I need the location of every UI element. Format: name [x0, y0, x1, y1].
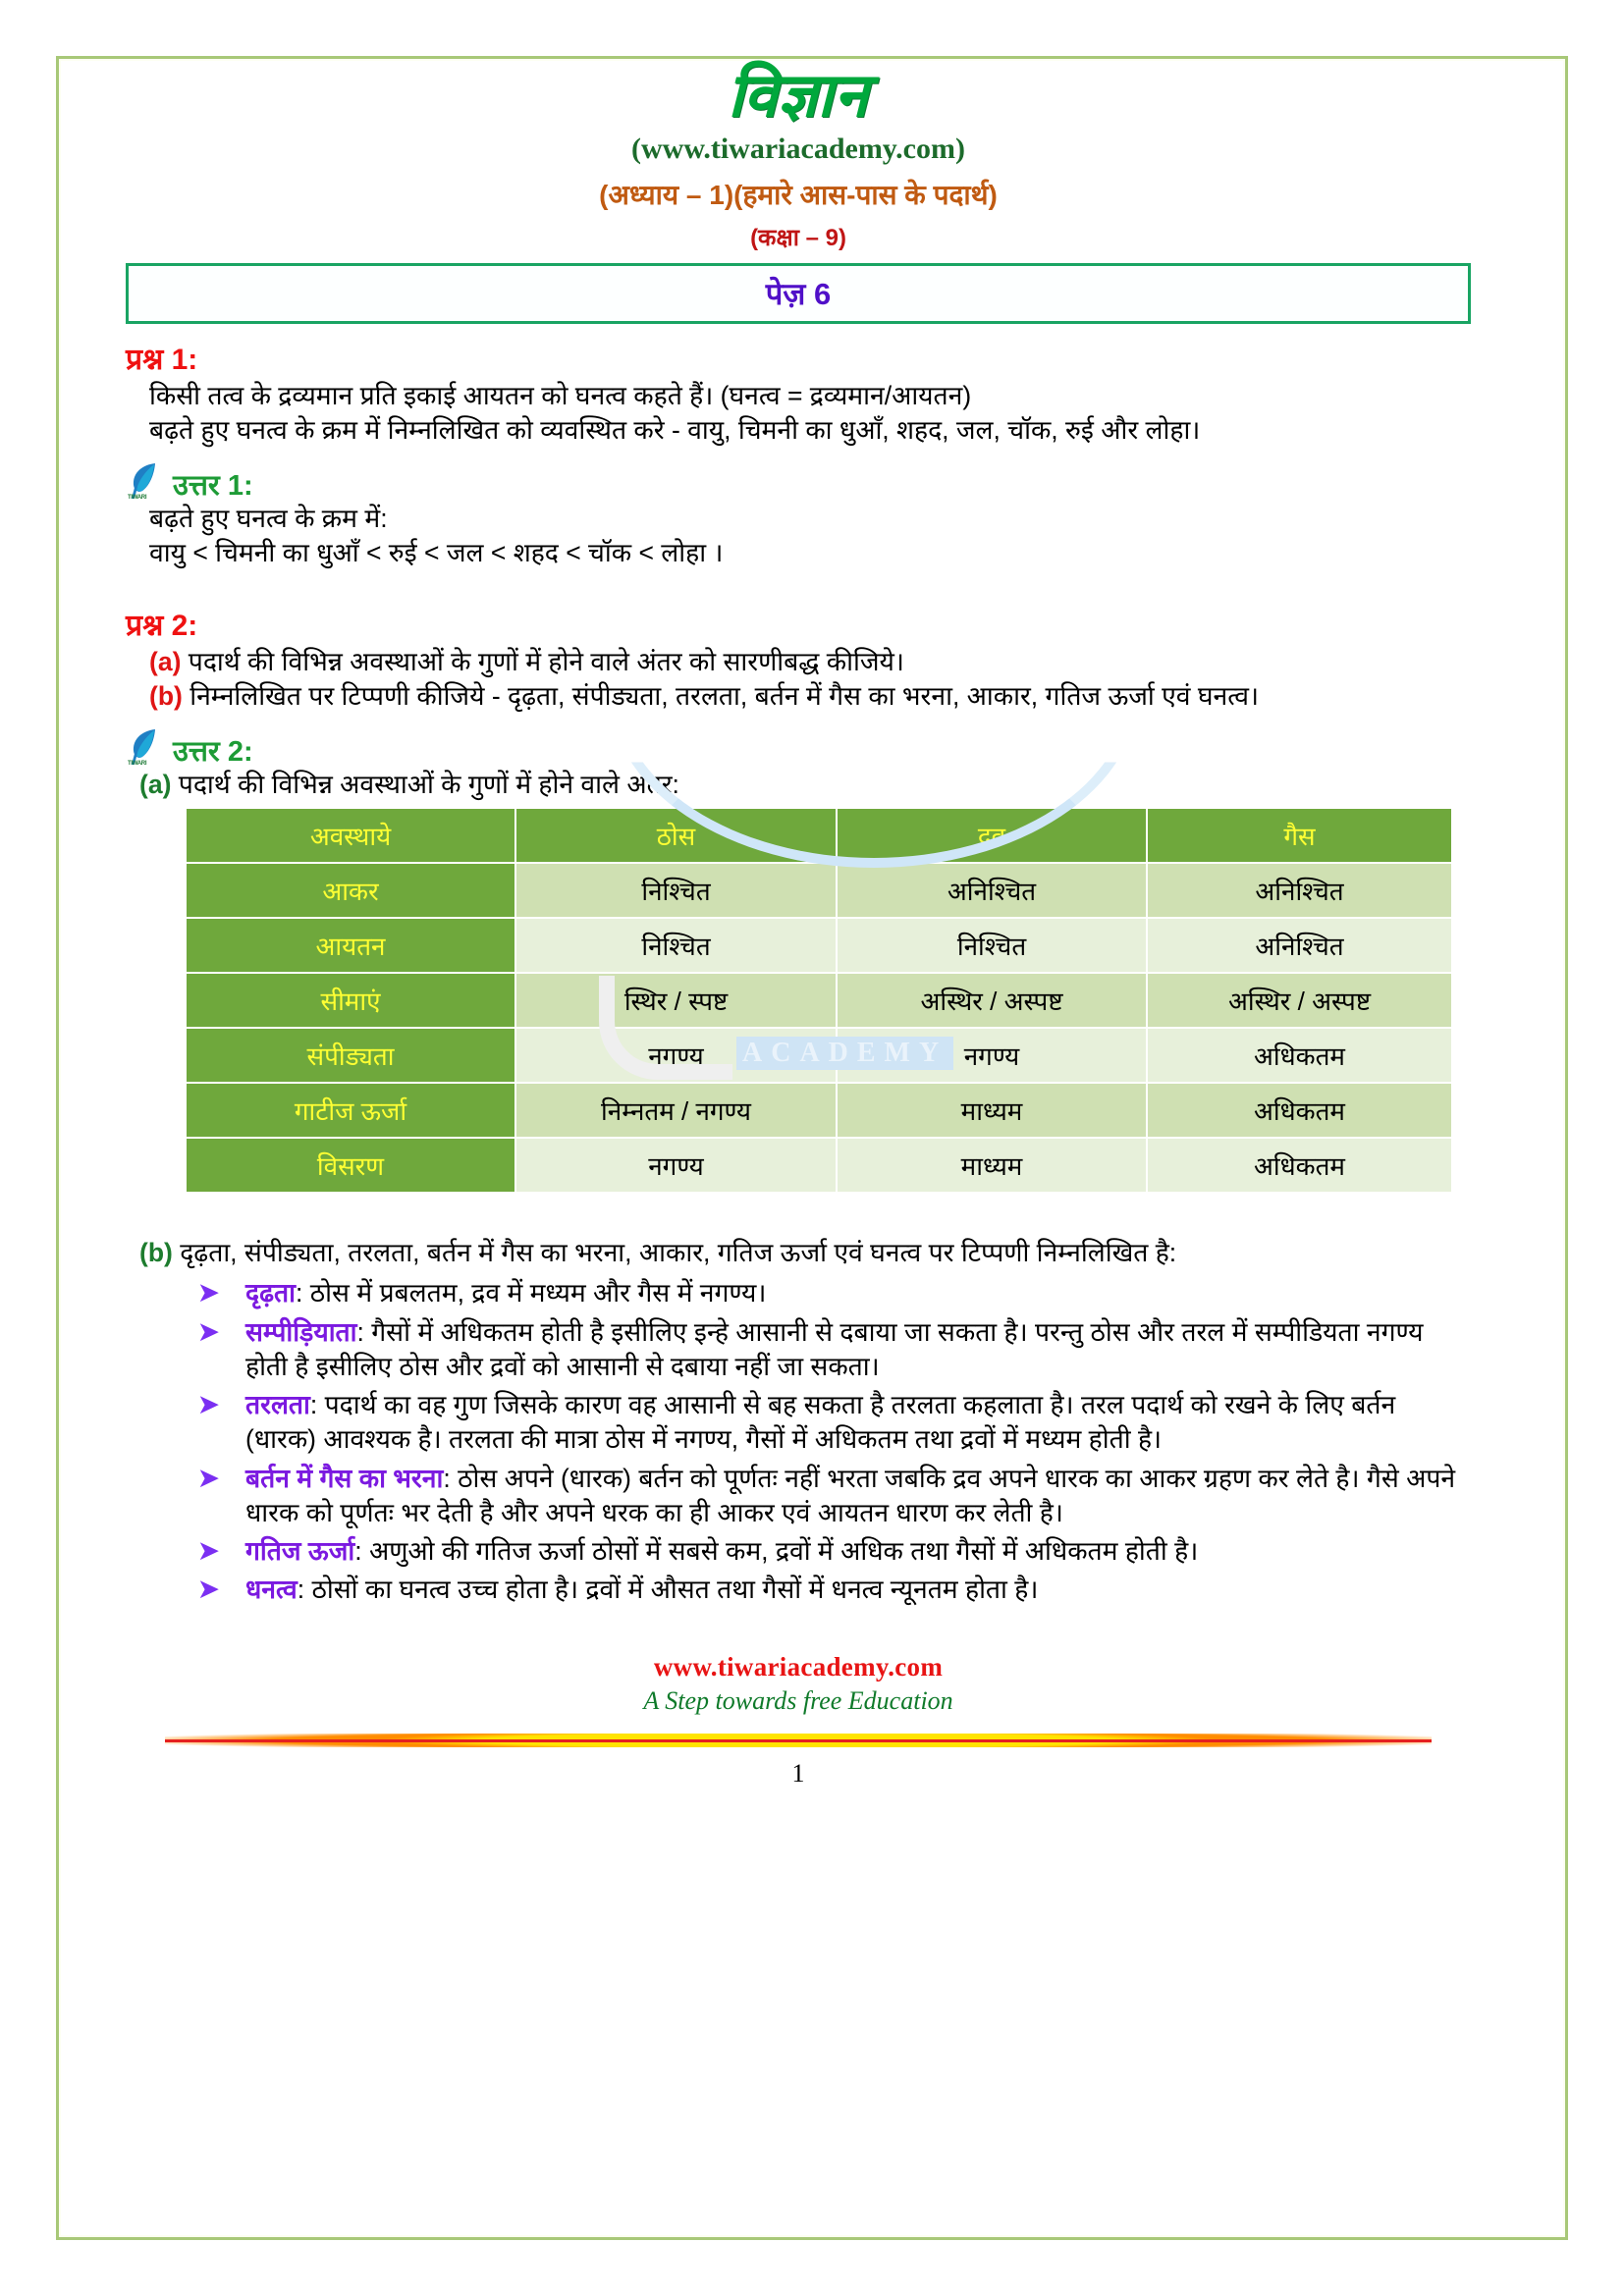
answer-2-part-a-label: (a): [139, 769, 172, 799]
list-item: [194, 1534, 1471, 1569]
table-cell: नगण्य: [516, 1029, 838, 1084]
table-cell: माध्यम: [838, 1084, 1148, 1139]
note-text: : ठोस में प्रबलतम, द्रव में मध्यम और गैस में नगण्य।: [295, 1278, 767, 1308]
question-1-body: [149, 380, 1471, 448]
table-cell: नगण्य: [838, 1029, 1148, 1084]
table-row: [187, 864, 1451, 919]
answer-1-heading: उत्तर 1:: [173, 469, 253, 502]
table-cell: निश्चित: [838, 919, 1148, 974]
table-header-row: [187, 809, 1451, 864]
table-cell: अनिश्चित: [1148, 864, 1451, 919]
table-cell: अस्थिर / अस्पष्ट: [838, 974, 1148, 1029]
question-1-heading: प्रश्न 1:: [126, 344, 198, 377]
footer-divider-line: [165, 1739, 1432, 1742]
answer-2-part-b-text: दृढ़ता, संपीड्यता, तरलता, बर्तन में गैस का भरना, आकार, गतिज ऊर्जा एवं घनत्व पर टिप्पणी निम्नलिखित है:: [180, 1238, 1177, 1268]
question-2-heading: प्रश्न 2:: [126, 609, 198, 642]
question-2-part-a: [149, 646, 1471, 679]
table-cell: निश्चित: [516, 864, 838, 919]
question-2-part-b-text: निम्नलिखित पर टिप्पणी कीजिये - दृढ़ता, संपीड्यता, तरलता, बर्तन में गैस का भरना, आकार, गतिज ऊर्जा एवं घनत्व।: [189, 680, 1260, 711]
list-item: [194, 1462, 1471, 1530]
table-header-cell: अवस्थाये: [187, 809, 516, 864]
page-band-label: पेज़ 6: [765, 277, 832, 312]
table-header-cell: ठोस: [516, 809, 838, 864]
answer-2-part-b: [139, 1237, 1471, 1270]
table-row: [187, 919, 1451, 974]
header-class: (कक्षा – 9): [750, 225, 846, 252]
note-text: : ठोस अपने (धारक) बर्तन को पूर्णतः नहीं भरता जबकि द्रव अपने धारक का आकर ग्रहण कर लेते है। गैसे अपने धारक को पूर्णतः भर देती है और अपने धरक का ही आकर एवं आयतन धारण कर लेती है।: [245, 1463, 1456, 1527]
properties-notes-list: [126, 1276, 1471, 1607]
table-row: [187, 1029, 1451, 1084]
states-table-wrapper: [187, 809, 1471, 1192]
header-website: (www.tiwariacademy.com): [631, 133, 965, 166]
table-cell: अधिकतम: [1148, 1084, 1451, 1139]
feather-icon-caption: TIWARI: [128, 760, 147, 767]
table-cell: अधिकतम: [1148, 1029, 1451, 1084]
arrow-bullet-icon: ➤: [198, 1536, 219, 1565]
list-item: [194, 1276, 1471, 1310]
document-title: विज्ञान: [728, 63, 869, 130]
question-1-line-2: बढ़ते हुए घनत्व के क्रम में निम्नलिखित को व्यवस्थित करे - वायु, चिमनी का धुआँ, शहद, जल, चॉक, रुई और लोहा।: [149, 415, 1201, 445]
answer-1-heading-row: [126, 459, 1471, 501]
footer-divider: [165, 1734, 1432, 1747]
list-item: [194, 1315, 1471, 1384]
table-row: [187, 974, 1451, 1029]
table-cell: माध्यम: [838, 1139, 1148, 1192]
arrow-bullet-icon: ➤: [198, 1464, 219, 1492]
list-item: [194, 1388, 1471, 1457]
page-content: [126, 59, 1471, 1789]
table-header-cell: गैस: [1148, 809, 1451, 864]
table-row-header: गाटीज ऊर्जा: [187, 1084, 516, 1139]
footer-tagline: A Step towards free Education: [643, 1686, 953, 1716]
page-band: [126, 263, 1471, 324]
note-text: : गैसों में अधिकतम होती है इसीलिए इन्हे आसानी से दबाया जा सकता है। परन्तु ठोस और तरल में सम्पीडियता नगण्य होती है इसीलिए ठोस और द्रवों को आसानी से दबाया नहीं जा सकता।: [245, 1316, 1424, 1381]
arrow-bullet-icon: ➤: [198, 1391, 219, 1419]
table-cell: अस्थिर / अस्पष्ट: [1148, 974, 1451, 1029]
answer-1-line-1: बढ़ते हुए घनत्व के क्रम में:: [149, 503, 388, 533]
footer-website[interactable]: www.tiwariacademy.com: [653, 1652, 944, 1682]
arrow-bullet-icon: ➤: [198, 1279, 219, 1308]
table-row: [187, 1139, 1451, 1192]
note-text: : पदार्थ का वह गुण जिसके कारण वह आसानी से बह सकता है तरलता कहलाता है। तरल पदार्थ को रखने के लिए बर्तन (धारक) आवश्यक है। तरलता की मात्रा ठोस में नगण्य, गैसों में अधिकतम तथा द्रवों में मध्यम होती है।: [245, 1390, 1396, 1455]
answer-2-part-a-text: पदार्थ की विभिन्न अवस्थाओं के गुणों में होने वाले अंतर:: [178, 769, 679, 799]
table-cell: नगण्य: [516, 1139, 838, 1192]
answer-1-body: [149, 503, 1471, 570]
table-header-cell: द्रव: [838, 809, 1148, 864]
note-term: तरलता: [245, 1390, 310, 1420]
answer-2-heading: उत्तर 2:: [173, 735, 253, 768]
note-term: दृढ़ता: [245, 1278, 296, 1308]
document-header: [126, 65, 1471, 253]
question-2-part-a-label: (a): [149, 646, 182, 676]
page-number: 1: [791, 1759, 805, 1789]
arrow-bullet-icon: ➤: [198, 1575, 219, 1604]
question-2-part-b-label: (b): [149, 680, 183, 711]
question-1-line-1: किसी तत्व के द्रव्यमान प्रति इकाई आयतन को घनत्व कहते हैं। (घनत्व = द्रव्यमान/आयतन): [149, 381, 972, 411]
question-2-body: [149, 646, 1471, 714]
note-term: गतिज ऊर्जा: [245, 1535, 355, 1566]
question-2-part-a-text: पदार्थ की विभिन्न अवस्थाओं के गुणों में होने वाले अंतर को सारणीबद्ध कीजिये।: [188, 646, 904, 676]
answer-1-line-2: वायु < चिमनी का धुआँ < रुई < जल < शहद < चॉक < लोहा ।: [149, 537, 724, 567]
table-cell: स्थिर / स्पष्ट: [516, 974, 838, 1029]
feather-icon: [126, 725, 165, 767]
header-chapter: (अध्याय – 1)(हमारे आस-पास के पदार्थ): [599, 180, 998, 211]
question-2-block: [126, 604, 1471, 1608]
table-row-header: आकर: [187, 864, 516, 919]
arrow-bullet-icon: ➤: [198, 1317, 219, 1346]
table-cell: अनिश्चित: [1148, 919, 1451, 974]
table-cell: अधिकतम: [1148, 1139, 1451, 1192]
list-item: [194, 1573, 1471, 1607]
states-table-body: [187, 864, 1451, 1192]
answer-2-heading-row: [126, 725, 1471, 767]
note-term: सम्पीड़ियाता: [245, 1316, 357, 1347]
table-cell: अनिश्चित: [838, 864, 1148, 919]
answer-2-part-a: [139, 769, 1471, 802]
feather-icon: [126, 459, 165, 501]
note-term: बर्तन में गैस का भरना: [245, 1463, 444, 1493]
table-cell: निम्नतम / नगण्य: [516, 1084, 838, 1139]
question-2-part-b: [149, 680, 1471, 714]
question-1-block: [126, 338, 1471, 570]
states-table-head: [187, 809, 1451, 864]
table-row: [187, 1084, 1451, 1139]
table-row-header: सीमाएं: [187, 974, 516, 1029]
table-cell: निश्चित: [516, 919, 838, 974]
page-footer: [126, 1652, 1471, 1789]
states-comparison-table: [187, 809, 1451, 1192]
note-text: : ठोसों का घनत्व उच्च होता है। द्रवों में औसत तथा गैसों में धनत्व न्यूनतम होता है।: [297, 1575, 1039, 1605]
academy-watermark: ACADEMY: [736, 1037, 953, 1070]
table-row-header: विसरण: [187, 1139, 516, 1192]
table-row-header: आयतन: [187, 919, 516, 974]
note-text: : अणुओ की गतिज ऊर्जा ठोसों में सबसे कम, द्रवों में अधिक तथा गैसों में अधिकतम होती है।: [354, 1535, 1199, 1566]
feather-icon-caption: TIWARI: [128, 494, 147, 501]
answer-2-part-b-label: (b): [139, 1238, 173, 1268]
table-row-header: संपीड्यता: [187, 1029, 516, 1084]
note-term: धनत्व: [245, 1575, 298, 1605]
